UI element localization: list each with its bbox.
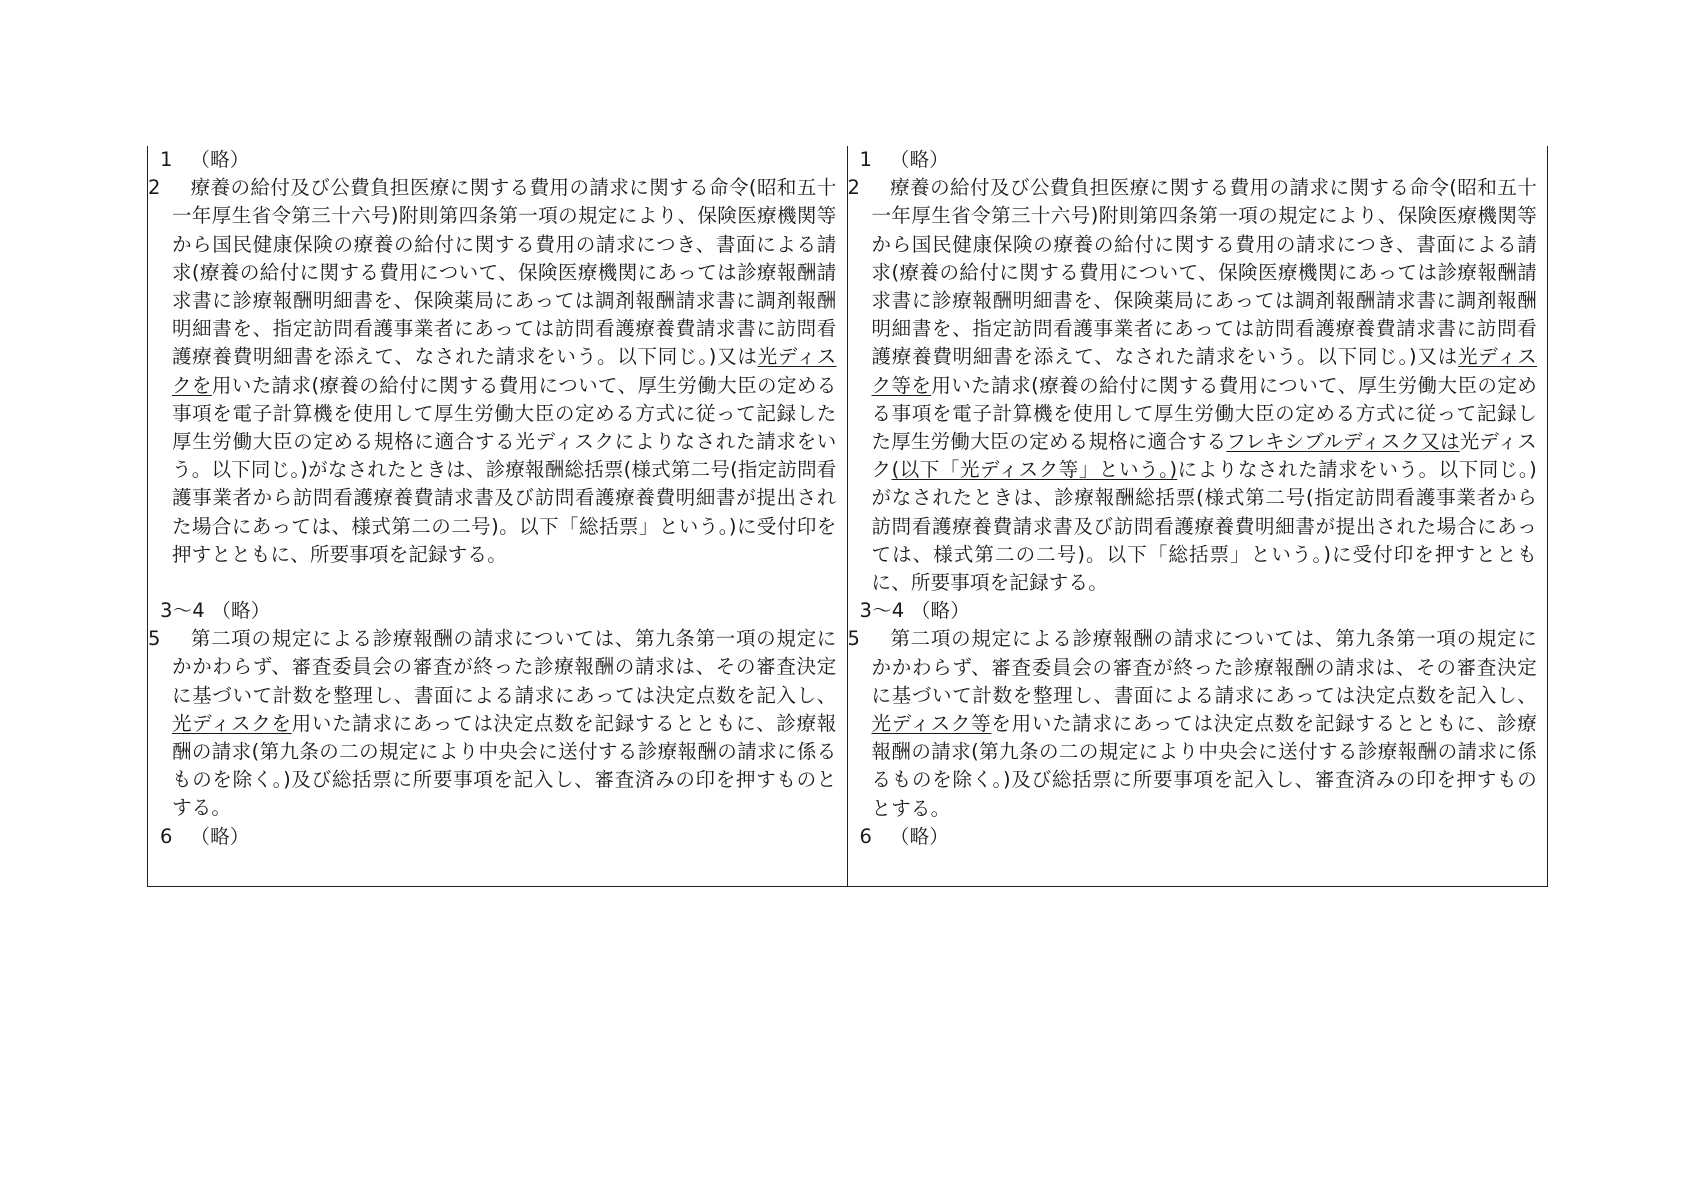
right-paragraph-2-number: 2 <box>847 176 861 200</box>
left-paragraph-3-text: （略） <box>211 599 271 623</box>
right-paragraph-3 <box>860 597 1538 625</box>
left-paragraph-6-text: （略） <box>190 824 250 848</box>
right-paragraph-3-number: 3～4 <box>859 599 905 623</box>
right-paragraph-2-underline-3: (以下「光ディスク等」という。) <box>891 458 1178 482</box>
left-paragraph-2 <box>148 174 837 569</box>
left-paragraph-2-text-b: 用いた請求(療養の給付に関する費用について、厚生労働大臣の定める事項を電子計算機を使用して厚生労働大臣の定める方式に従って記録した厚生労働大臣の定める規格に適合する光ディスクによりなされた請求をいう。以下同じ。)がなされたときは、診療報酬総括票(様式第二号(指定訪問看護事業者から訪問看護療養費請求書及び訪問看護療養費明細書が提出された場合にあっては、様式第二の二号)。以下「総括票」という。)に受付印を押すとともに、所要事項を記録する。 <box>172 373 837 566</box>
right-paragraph-5-underline-1: 光ディスク等 <box>871 712 992 736</box>
left-paragraph-5-number: 5 <box>148 627 161 651</box>
left-paragraph-6-number: 6 <box>160 824 173 848</box>
left-paragraph-5-text-a: 第二項の規定による診療報酬の請求については、第九条第一項の規定にかかわらず、審査委員会の審査が終った診療報酬の請求は、その審査決定に基づいて計数を整理し、書面による請求にあっては決定点数を記入し、 <box>172 627 837 707</box>
left-paragraph-2-number: 2 <box>148 176 161 200</box>
left-paragraph-5 <box>148 625 837 822</box>
right-paragraph-2-text-a: 療養の給付及び公費負担医療に関する費用の請求に関する命令(昭和五十一年厚生省令第三十六号)附則第四条第一項の規定により、保険医療機関等から国民健康保険の療養の給付に関する費用の請求につき、書面による請求(療養の給付に関する費用について、保険医療機関にあっては診療報酬請求書に診療報酬明細書を、保険薬局にあっては調剤報酬請求書に調剤報酬明細書を、指定訪問看護事業者にあっては訪問看護療養費請求書に訪問看護療養費明細書を添えて、なされた請求をいう。以下同じ。)又は <box>871 176 1537 369</box>
left-paragraph-2-text-a: 療養の給付及び公費負担医療に関する費用の請求に関する命令(昭和五十一年厚生省令第三十六号)附則第四条第一項の規定により、保険医療機関等から国民健康保険の療養の給付に関する費用の請求につき、書面による請求(療養の給付に関する費用について、保険医療機関にあっては診療報酬請求書に診療報酬明細書を、保険薬局にあっては調剤報酬請求書に調剤報酬明細書を、指定訪問看護事業者にあっては訪問看護療養費請求書に訪問看護療養費明細書を添えて、なされた請求をいう。以下同じ。)又は <box>172 176 837 369</box>
right-paragraph-1 <box>860 146 1538 174</box>
comparison-table <box>147 146 1548 887</box>
right-paragraph-5-number: 5 <box>847 627 861 651</box>
left-paragraph-5-text-b: 用いた請求にあっては決定点数を記録するとともに、診療報酬の請求(第九条の二の規定により中央会に送付する診療報酬の請求に係るものを除く。)及び総括票に所要事項を記入し、審査済みの印を押すものとする。 <box>172 711 837 820</box>
right-paragraph-5-text-b: を用いた請求にあっては決定点数を記録するとともに、診療報酬の請求(第九条の二の規定により中央会に送付する診療報酬の請求に係るものを除く。)及び総括票に所要事項を記入し、審査済みの印を押すものとする。 <box>871 712 1537 820</box>
left-paragraph-1-number: 1 <box>160 148 173 171</box>
left-paragraph-5-underline-1: 光ディスクを <box>172 711 292 735</box>
right-paragraph-2 <box>847 174 1538 597</box>
right-paragraph-1-text: （略） <box>889 148 950 171</box>
right-paragraph-5-text-a: 第二項の規定による診療報酬の請求については、第九条第一項の規定にかかわらず、審査委員会の審査が終った診療報酬の請求は、その審査決定に基づいて計数を整理し、書面による請求にあっては決定点数を記入し、 <box>871 627 1537 707</box>
right-paragraph-6-number: 6 <box>859 824 873 848</box>
right-paragraph-6 <box>860 823 1538 851</box>
left-paragraph-3-number: 3～4 <box>160 599 205 623</box>
right-column-old-text <box>848 146 1548 886</box>
left-column-new-text <box>148 146 848 886</box>
right-paragraph-2-underline-2: フレキシブルディスク又は <box>1226 430 1460 454</box>
right-paragraph-2-text-b: 用いた請求(療養の給付に関する費用について、厚生労働大臣の定める事項を電子計算機を使用して厚生労働大臣の定める方式に従って記録した厚生労働大臣の定める規格に適合する <box>871 373 1538 454</box>
left-spacer <box>160 569 837 597</box>
left-paragraph-3 <box>160 597 837 625</box>
left-paragraph-2-underline-1: 光ディスクを <box>172 345 837 397</box>
right-paragraph-3-text: （略） <box>910 599 970 623</box>
left-paragraph-1-text: （略） <box>190 148 250 171</box>
right-paragraph-2-text-c: 光ディスク <box>871 430 1537 482</box>
right-paragraph-2-text-d: によりなされた請求をいう。以下同じ。)がなされたときは、診療報酬総括票(様式第二号(指定訪問看護事業者から訪問看護療養費請求書及び訪問看護療養費明細書が提出された場合にあっては、様式第二の二号)。以下「総括票」という。)に受付印を押すとともに、所要事項を記録する。 <box>871 458 1537 595</box>
left-paragraph-1 <box>160 146 837 174</box>
left-paragraph-6 <box>160 823 837 851</box>
right-paragraph-1-number: 1 <box>859 148 873 171</box>
right-paragraph-5 <box>847 625 1538 822</box>
right-paragraph-6-text: （略） <box>889 824 950 848</box>
right-paragraph-2-underline-1: 光ディスク等を <box>871 345 1537 397</box>
